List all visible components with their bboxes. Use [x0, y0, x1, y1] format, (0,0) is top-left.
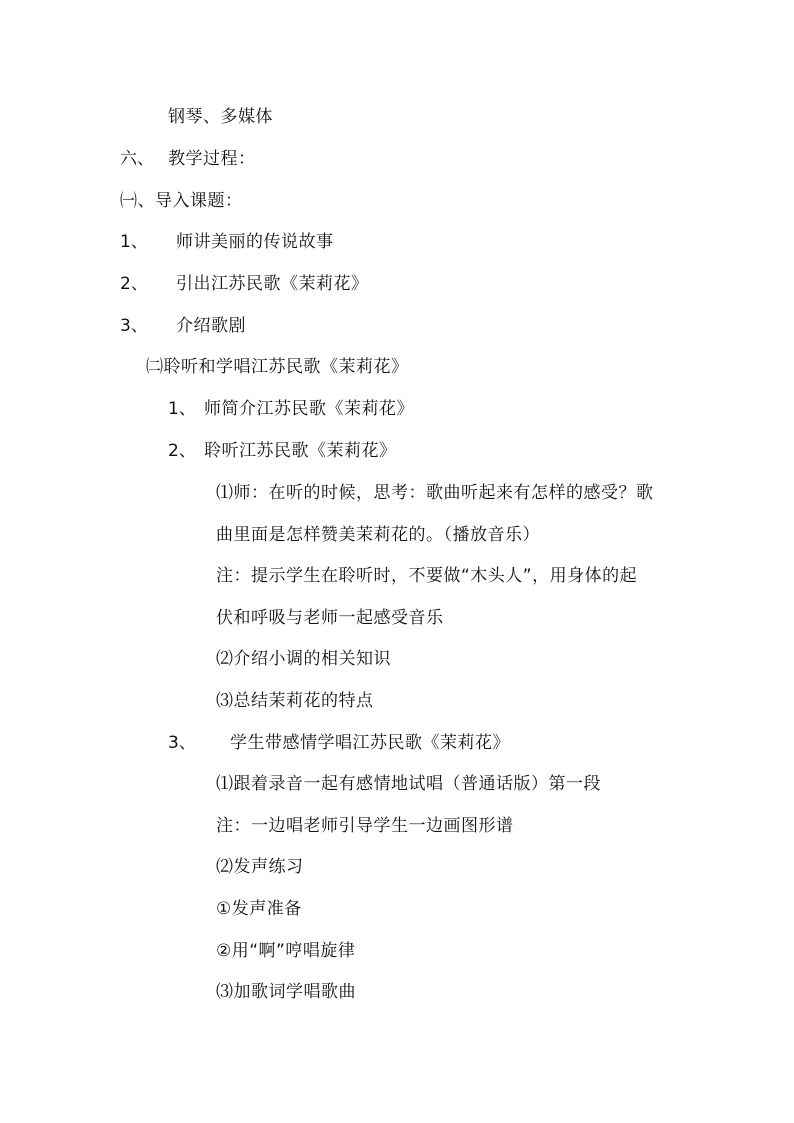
subsection-one-title: ㈠、导入课题： — [120, 191, 243, 211]
detail-1-line-2: 曲里面是怎样赞美茉莉花的。（播放音乐） — [216, 525, 540, 545]
practice-2a-line: ①发声准备 — [216, 899, 302, 919]
practice-2b-line: ②用“啊”哼唱旋律 — [216, 941, 356, 961]
materials-line: 钢琴、多媒体 — [168, 107, 273, 127]
practice-note-line: 注：一边唱老师引导学生一边画图形谱 — [216, 816, 514, 836]
item-2-number: 2、 — [120, 274, 148, 294]
sub-item-1-number: 1、 — [168, 399, 196, 419]
sub-item-3-number: 3、 — [168, 733, 196, 753]
detail-1-line-1: ⑴师：在听的时候，思考：歌曲听起来有怎样的感受？歌 — [216, 483, 654, 503]
detail-3-line: ⑶总结茉莉花的特点 — [216, 691, 374, 711]
sub-item-3-text: 学生带感情学唱江苏民歌《茉莉花》 — [230, 733, 510, 753]
section-six-title: 教学过程： — [168, 149, 256, 169]
detail-2-line: ⑵介绍小调的相关知识 — [216, 649, 391, 669]
item-2-text: 引出江苏民歌《茉莉花》 — [176, 274, 369, 294]
sub-item-1-text: 师简介江苏民歌《茉莉花》 — [204, 399, 414, 419]
sub-item-2-text: 聆听江苏民歌《茉莉花》 — [204, 441, 397, 461]
subsection-two-title: ㈡聆听和学唱江苏民歌《茉莉花》 — [146, 357, 409, 377]
item-3-text: 介绍歌剧 — [176, 316, 246, 336]
item-1-number: 1、 — [120, 232, 148, 252]
item-3-number: 3、 — [120, 316, 148, 336]
note-1-line-1: 注：提示学生在聆听时，不要做“木头人”，用身体的起 — [216, 566, 638, 586]
sub-item-2-number: 2、 — [168, 441, 196, 461]
practice-2-line: ⑵发声练习 — [216, 857, 304, 877]
section-six-number: 六、 — [120, 149, 154, 169]
note-1-line-2: 伏和呼吸与老师一起感受音乐 — [216, 608, 444, 628]
practice-3-line: ⑶加歌词学唱歌曲 — [216, 982, 356, 1002]
item-1-text: 师讲美丽的传说故事 — [176, 232, 334, 252]
practice-1-line: ⑴跟着录音一起有感情地试唱（普通话版）第一段 — [216, 774, 601, 794]
